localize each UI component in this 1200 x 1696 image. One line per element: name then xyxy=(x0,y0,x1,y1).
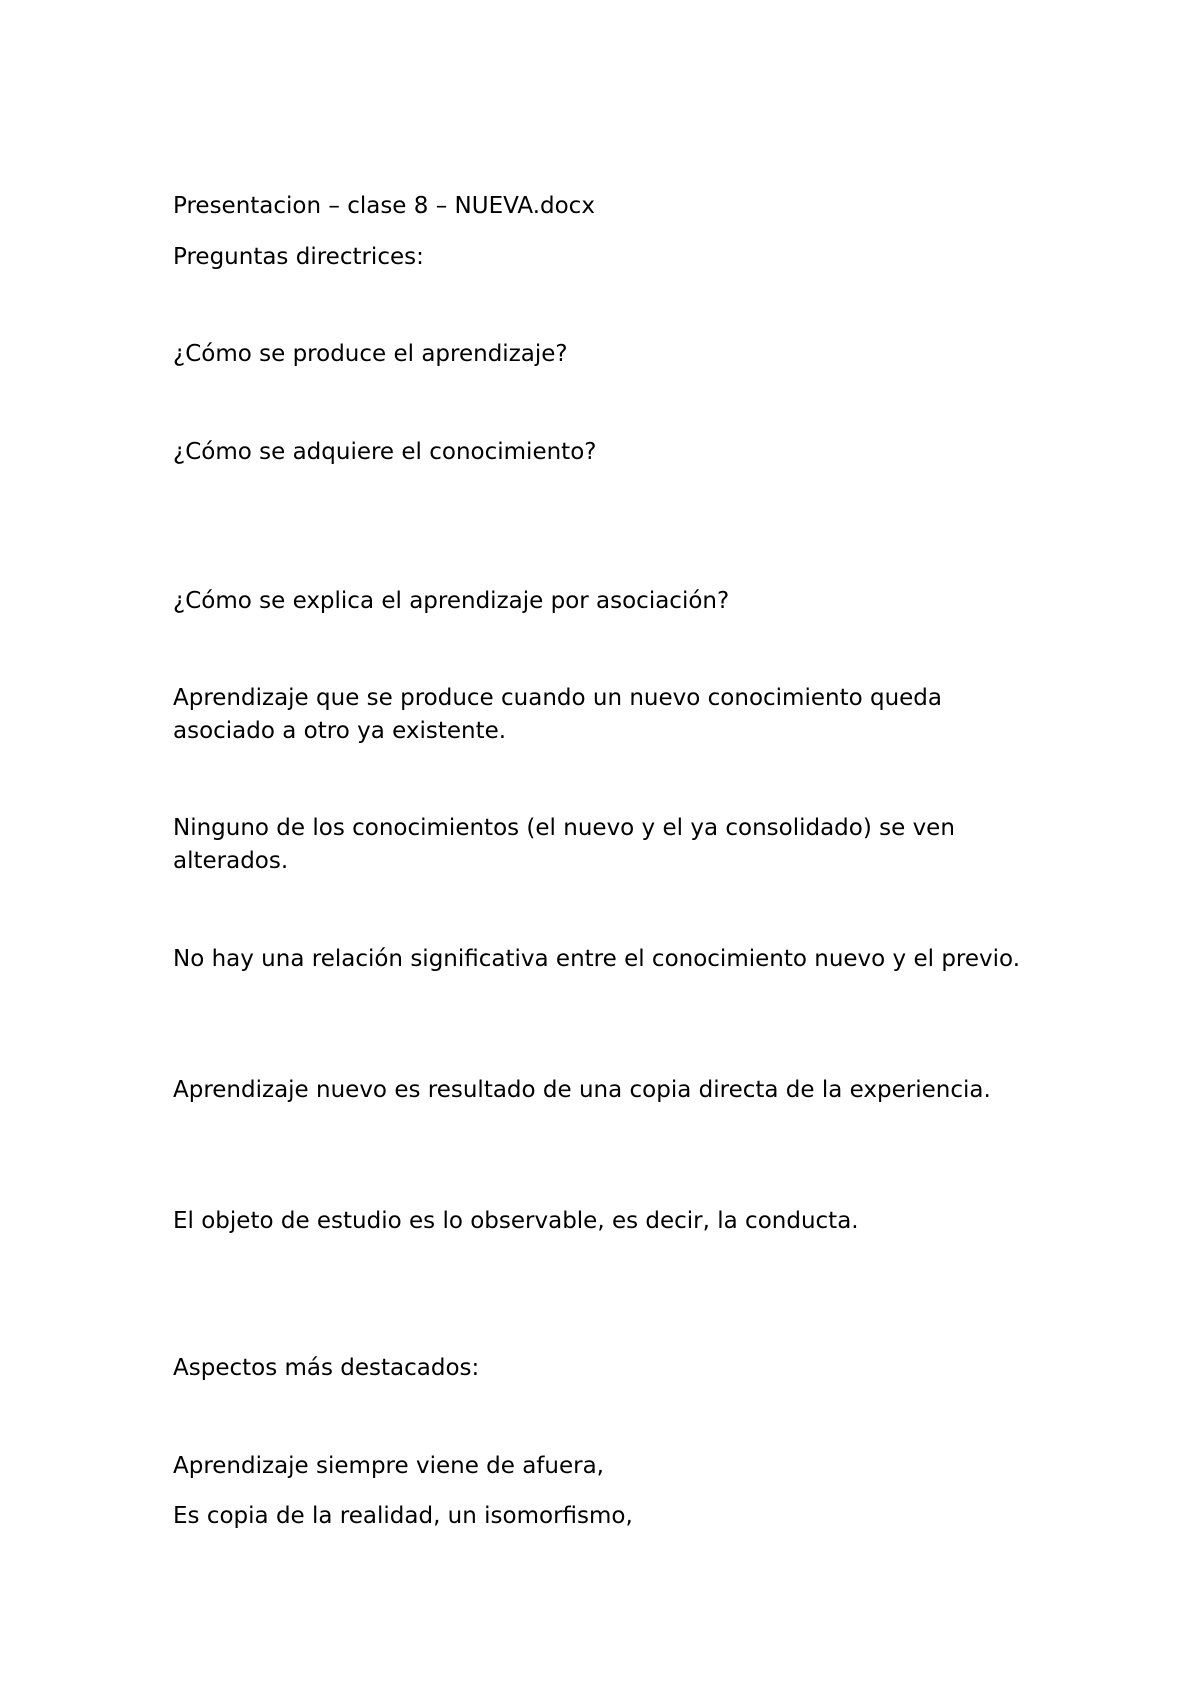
document-title: Presentacion – clase 8 – NUEVA.docx xyxy=(173,193,595,219)
aspect-item: Aprendizaje siempre viene de afuera, xyxy=(173,1453,604,1479)
paragraph: El objeto de estudio es lo observable, es decir, la conducta. xyxy=(173,1208,859,1234)
paragraph: Aprendizaje que se produce cuando un nuevo conocimiento queda asociado a otro ya existente. xyxy=(173,685,942,744)
aspect-item: Es copia de la realidad, un isomorfismo, xyxy=(173,1503,633,1529)
question-item: ¿Cómo se explica el aprendizaje por asociación? xyxy=(173,588,730,614)
question-item: ¿Cómo se produce el aprendizaje? xyxy=(173,341,568,367)
paragraph: Aprendizaje nuevo es resultado de una copia directa de la experiencia. xyxy=(173,1077,991,1103)
paragraph: No hay una relación significativa entre el conocimiento nuevo y el previo. xyxy=(173,946,1021,972)
paragraph: Ninguno de los conocimientos (el nuevo y el ya consolidado) se ven alterados. xyxy=(173,815,955,874)
document-subtitle: Preguntas directrices: xyxy=(173,244,424,270)
question-item: ¿Cómo se adquiere el conocimiento? xyxy=(173,439,597,465)
aspects-heading: Aspectos más destacados: xyxy=(173,1355,480,1381)
